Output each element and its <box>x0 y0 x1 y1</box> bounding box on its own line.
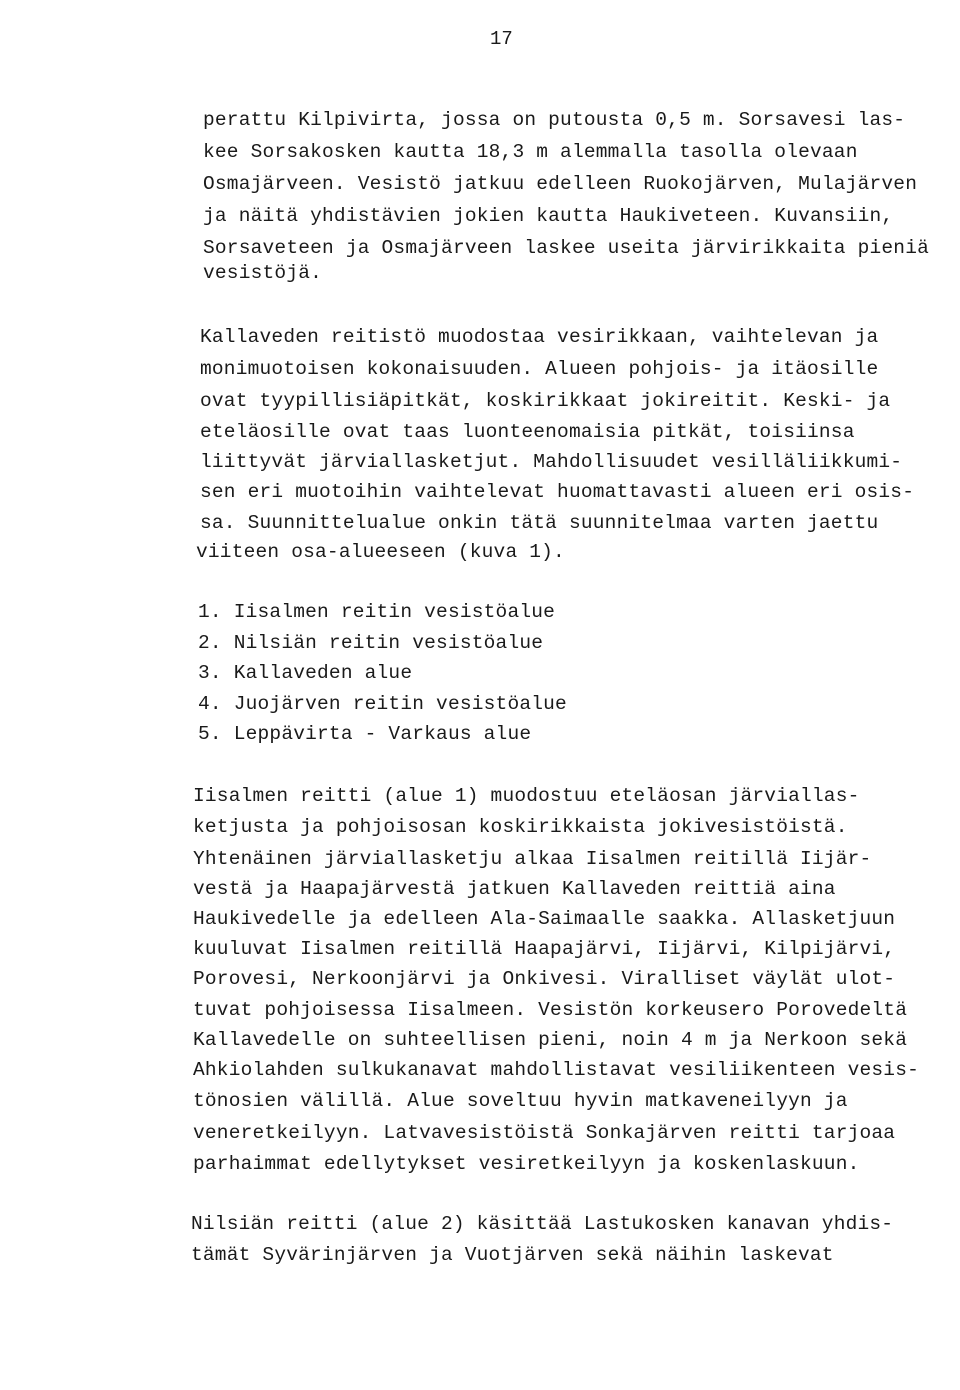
text-line: sen eri muotoihin vaihtelevat huomattavasti alueen eri osis- <box>200 481 915 503</box>
text-line: monimuotoisen kokonaisuuden. Alueen pohjois- ja itäosille <box>200 358 879 380</box>
list-item: 5. Leppävirta - Varkaus alue <box>198 723 532 745</box>
list-item: 3. Kallaveden alue <box>198 662 413 684</box>
text-line: tönosien välillä. Alue soveltuu hyvin matkaveneilyyn ja <box>193 1090 848 1112</box>
text-line: Haukivedelle ja edelleen Ala-Saimaalle saakka. Allasketjuun <box>193 908 896 930</box>
text-line: parhaimmat edellytykset vesiretkeilyyn ja koskenlaskuun. <box>193 1153 860 1175</box>
text-line: kee Sorsakosken kautta 18,3 m alemmalla tasolla olevaan <box>203 141 858 163</box>
text-line: Kallaveden reitistö muodostaa vesirikkaan, vaihtelevan ja <box>200 326 879 348</box>
text-line: liittyvät järviallasketjut. Mahdollisuudet vesilläliikkumi- <box>200 451 903 473</box>
text-line: viiteen osa-alueeseen (kuva 1). <box>196 541 565 563</box>
text-line: ovat tyypillisiäpitkät, koskirikkaat jokireitit. Keski- ja <box>200 390 891 412</box>
text-line: Sorsaveteen ja Osmajärveen laskee useita järvirikkaita pieniä <box>203 237 930 259</box>
text-line: vestä ja Haapajärvestä jatkuen Kallaveden reittiä aina <box>193 878 836 900</box>
text-line: Nilsiän reitti (alue 2) käsittää Lastukosken kanavan yhdis- <box>191 1213 894 1235</box>
list-item: 4. Juojärven reitin vesistöalue <box>198 693 567 715</box>
list-item: 1. Iisalmen reitin vesistöalue <box>198 601 556 623</box>
text-line: vesistöjä. <box>203 262 323 284</box>
text-line: Osmajärveen. Vesistö jatkuu edelleen Ruokojärven, Mulajärven <box>203 173 918 195</box>
text-line: eteläosille ovat taas luonteenomaisia pitkät, toisiinsa <box>200 421 855 443</box>
text-line: Iisalmen reitti (alue 1) muodostuu eteläosan järviallas- <box>193 785 860 807</box>
text-line: tämät Syvärinjärven ja Vuotjärven sekä näihin laskevat <box>191 1244 834 1266</box>
text-line: tuvat pohjoisessa Iisalmeen. Vesistön korkeusero Porovedeltä <box>193 999 908 1021</box>
text-line: Kallavedelle on suhteellisen pieni, noin 4 m ja Nerkoon sekä <box>193 1029 908 1051</box>
text-line: Yhtenäinen järviallasketju alkaa Iisalmen reitillä Iijär- <box>193 848 872 870</box>
page-number: 17 <box>490 28 513 50</box>
text-line: sa. Suunnittelualue onkin tätä suunnitelmaa varten jaettu <box>200 512 879 534</box>
text-line: veneretkeilyyn. Latvavesistöistä Sonkajärven reitti tarjoaa <box>193 1122 896 1144</box>
text-line: perattu Kilpivirta, jossa on putousta 0,5 m. Sorsavesi las- <box>203 109 906 131</box>
text-line: Ahkiolahden sulkukanavat mahdollistavat vesiliikenteen vesis- <box>193 1059 920 1081</box>
text-line: Porovesi, Nerkoonjärvi ja Onkivesi. Viralliset väylät ulot- <box>193 968 896 990</box>
list-item: 2. Nilsiän reitin vesistöalue <box>198 632 544 654</box>
text-line: ja näitä yhdistävien jokien kautta Haukiveteen. Kuvansiin, <box>203 205 894 227</box>
text-line: kuuluvat Iisalmen reitillä Haapajärvi, Iijärvi, Kilpijärvi, <box>193 938 896 960</box>
text-line: ketjusta ja pohjoisosan koskirikkaista jokivesistöistä. <box>193 816 848 838</box>
